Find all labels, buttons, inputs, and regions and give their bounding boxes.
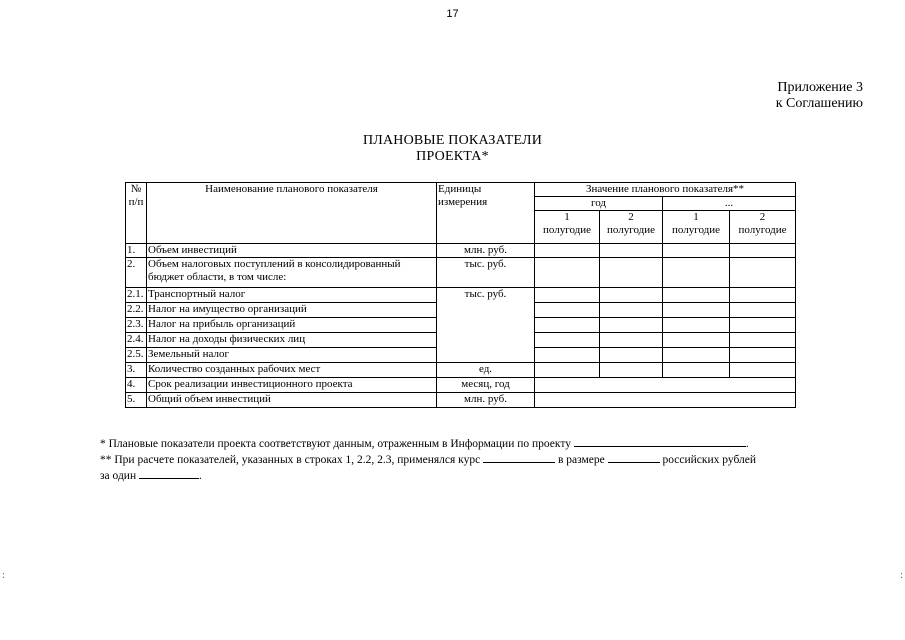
value-cell: [730, 333, 796, 348]
row-name: Общий объем инвестиций: [147, 393, 437, 408]
appendix-line-1: Приложение 3: [777, 80, 863, 95]
value-cell: [600, 363, 663, 378]
row-name: Срок реализации инвестиционного проекта: [147, 378, 437, 393]
row-num: 2.1.: [126, 288, 147, 303]
row-unit: млн. руб.: [437, 244, 535, 258]
value-cell: [663, 333, 730, 348]
row-name: Налог на прибыль организаций: [147, 318, 437, 333]
table-row: [126, 258, 796, 288]
table-row: [126, 378, 796, 393]
value-cell: [535, 348, 600, 363]
row-name: Количество созданных рабочих мест: [147, 363, 437, 378]
footnote-1-text: * Плановые показатели проекта соответствуют данным, отраженным в Информации по проекту: [100, 438, 571, 450]
row-name: Налог на доходы физических лиц: [147, 333, 437, 348]
row-unit: тыс. руб.: [437, 258, 535, 288]
header-half-1a: [535, 211, 600, 244]
half-label: полугодие: [542, 224, 592, 236]
value-cell: [600, 244, 663, 258]
table-row: [126, 288, 796, 303]
page-number: 17: [446, 8, 459, 20]
value-cell: [730, 244, 796, 258]
footnote-2: [100, 452, 830, 468]
appendix-reference: [776, 80, 863, 112]
blank-rate-field: [483, 452, 555, 463]
table-row: [126, 393, 796, 408]
half-num: 2: [628, 211, 634, 223]
footnotes: [100, 436, 830, 484]
half-label: полугодие: [738, 224, 787, 236]
header-year: год: [535, 197, 663, 211]
value-cell: [730, 258, 796, 288]
row-num: 2.4.: [126, 333, 147, 348]
value-cell: [535, 258, 600, 288]
value-cell: [600, 318, 663, 333]
value-cell-merged: [535, 378, 796, 393]
half-num: 1: [564, 211, 570, 223]
row-num: 1.: [126, 244, 147, 258]
footnote-2-text-c: российских рублей: [662, 454, 757, 466]
header-num: № п/п: [126, 183, 147, 244]
header-half-2b: [730, 211, 796, 244]
row-unit: млн. руб.: [437, 393, 535, 408]
value-cell: [535, 303, 600, 318]
blank-amount-field: [608, 452, 660, 463]
value-cell: [663, 258, 730, 288]
value-cell: [663, 318, 730, 333]
row-num: 3.: [126, 363, 147, 378]
value-cell: [600, 348, 663, 363]
title-line-2: ПРОЕКТА*: [416, 149, 489, 164]
value-cell: [663, 244, 730, 258]
value-cell: [600, 258, 663, 288]
row-unit: тыс. руб.: [437, 288, 535, 363]
half-num: 1: [693, 211, 699, 223]
scan-edge-mark-right: :: [900, 570, 903, 581]
footnote-2-cont: [100, 468, 830, 484]
row-name: Объем инвестиций: [147, 244, 437, 258]
value-cell: [730, 318, 796, 333]
half-label: полугодие: [606, 224, 656, 236]
row-num: 2.3.: [126, 318, 147, 333]
value-cell: [730, 348, 796, 363]
row-unit: месяц, год: [437, 378, 535, 393]
table-row: [126, 363, 796, 378]
header-half-1b: [663, 211, 730, 244]
blank-project-field: [574, 436, 746, 447]
row-num: 2.: [126, 258, 147, 288]
value-cell: [600, 333, 663, 348]
value-cell: [535, 244, 600, 258]
value-cell: [535, 363, 600, 378]
value-cell: [730, 303, 796, 318]
value-cell: [535, 318, 600, 333]
value-cell: [663, 348, 730, 363]
value-cell: [535, 288, 600, 303]
indicators-table: [125, 182, 796, 408]
header-half-2a: [600, 211, 663, 244]
value-cell: [663, 363, 730, 378]
value-cell: [730, 288, 796, 303]
half-num: 2: [759, 211, 766, 223]
value-cell: [663, 288, 730, 303]
footnote-1-end: .: [745, 438, 749, 450]
row-name: Земельный налог: [147, 348, 437, 363]
footnote-2-text-d: за один: [100, 470, 137, 482]
document-title: [0, 133, 905, 165]
blank-currency-field: [139, 468, 199, 479]
value-cell: [730, 363, 796, 378]
row-num: 5.: [126, 393, 147, 408]
appendix-line-2: к Соглашению: [775, 96, 863, 111]
footnote-1: [100, 436, 830, 452]
value-cell: [535, 333, 600, 348]
header-value: Значение планового показателя**: [535, 183, 796, 197]
scan-edge-mark-left: :: [2, 570, 5, 581]
footnote-2-text-b: в размере: [557, 454, 605, 466]
row-num: 4.: [126, 378, 147, 393]
row-name: Объем налоговых поступлений в консолидированный бюджет области, в том числе:: [147, 258, 437, 288]
value-cell-merged: [535, 393, 796, 408]
row-unit: ед.: [437, 363, 535, 378]
row-name: Транспортный налог: [147, 288, 437, 303]
row-name: Налог на имущество организаций: [147, 303, 437, 318]
value-cell: [600, 288, 663, 303]
row-num: 2.2.: [126, 303, 147, 318]
half-label: полугодие: [671, 224, 721, 236]
row-num: 2.5.: [126, 348, 147, 363]
header-unit: Единицы измерения: [437, 183, 535, 244]
table-row: [126, 244, 796, 258]
footnote-2-text-a: ** При расчете показателей, указанных в строках 1, 2.2, 2.3, применялся курс: [100, 454, 481, 466]
value-cell: [600, 303, 663, 318]
header-ellipsis: ...: [663, 197, 796, 211]
title-line-1: ПЛАНОВЫЕ ПОКАЗАТЕЛИ: [362, 133, 543, 148]
header-name: Наименование планового показателя: [147, 183, 437, 244]
footnote-2-end: .: [198, 470, 202, 482]
value-cell: [663, 303, 730, 318]
